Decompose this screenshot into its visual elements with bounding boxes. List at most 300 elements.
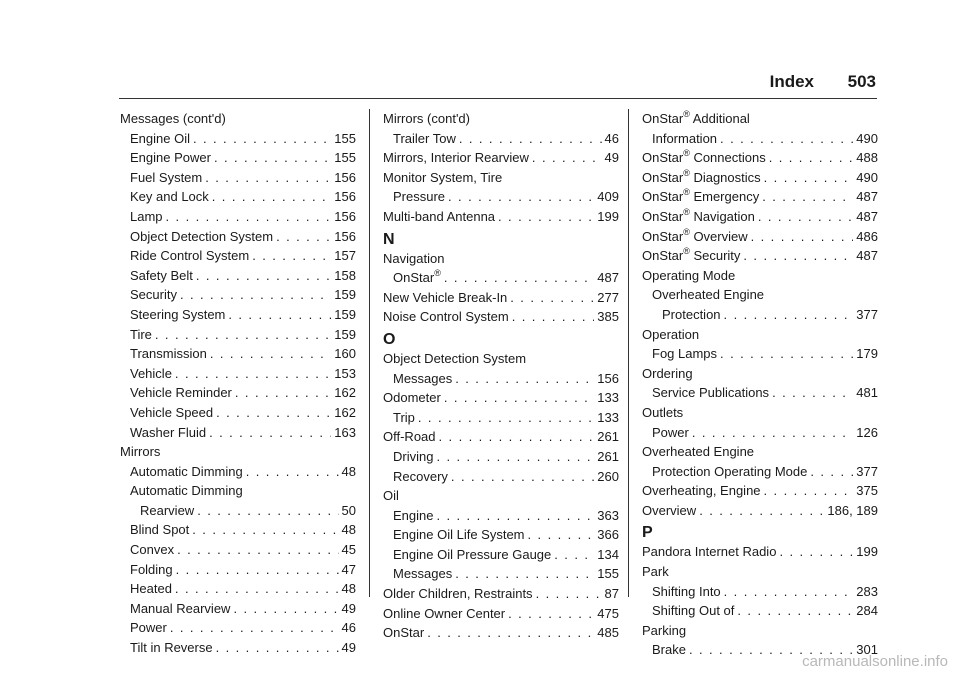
entry-page: 377 [856, 306, 878, 322]
entry-text: Navigation [383, 250, 445, 266]
entry-label [393, 369, 452, 389]
entry-page: 487 [856, 248, 878, 264]
entry-text: Safety Belt [130, 267, 193, 283]
entry-page: 157 [334, 248, 356, 264]
entry-label [130, 344, 207, 364]
entry-text: Power [652, 424, 689, 440]
dot-leader [216, 403, 331, 423]
dot-leader [455, 369, 594, 389]
entry-page: 199 [597, 208, 619, 224]
index-entry [383, 623, 619, 643]
section-letter: P [642, 524, 653, 542]
entry-page: 155 [334, 150, 356, 166]
entry-page: 277 [597, 289, 619, 305]
index-entry [642, 462, 878, 482]
dot-leader [228, 305, 331, 325]
dot-leader [170, 618, 339, 638]
index-entry [120, 285, 356, 305]
entry-page: 155 [597, 566, 619, 582]
index-entry [383, 388, 619, 408]
registered-mark: ® [683, 246, 690, 257]
entry-text: Security [130, 287, 177, 303]
index-entry [120, 383, 356, 403]
entry-page: 45 [341, 542, 356, 558]
entry-text: Engine Oil Pressure Gauge [393, 546, 552, 562]
entry-text: Noise Control System [383, 309, 509, 325]
entry-page: 134 [597, 546, 619, 562]
entry-label [642, 325, 699, 345]
entry-page: 366 [597, 527, 619, 543]
entry-label [652, 640, 686, 660]
entry-text: Recovery [393, 468, 448, 484]
page-header [0, 72, 876, 96]
dot-leader [205, 168, 331, 188]
entry-page: 487 [856, 208, 878, 224]
index-entry [120, 442, 356, 462]
registered-mark: ® [683, 167, 690, 178]
index-entry [642, 207, 878, 227]
entry-page: 186, 189 [827, 502, 878, 518]
index-entry [120, 129, 356, 149]
dot-leader [418, 408, 594, 428]
index-entry [383, 427, 619, 447]
index-entry [383, 168, 619, 188]
dot-leader [762, 187, 853, 207]
entry-text: Pressure [393, 189, 446, 205]
index-entry [642, 325, 878, 345]
entry-page: 475 [597, 605, 619, 621]
dot-leader [724, 582, 854, 602]
index-entry [120, 599, 356, 619]
entry-label [652, 285, 764, 305]
entry-text: Object Detection System [130, 228, 274, 244]
entry-page: 261 [597, 448, 619, 464]
index-entry [383, 109, 619, 129]
dot-leader [451, 467, 594, 487]
index-entry [383, 349, 619, 369]
index-entry [120, 168, 356, 188]
entry-text-suffix: Additional [689, 111, 750, 126]
entry-label [130, 207, 163, 227]
index-entry [120, 501, 356, 521]
entry-label [130, 599, 230, 619]
entry-label [642, 187, 759, 207]
entry-label [383, 623, 424, 643]
entry-label [130, 403, 213, 423]
entry-text: Protection Operating Mode [652, 463, 808, 479]
entry-text: Ordering [642, 365, 693, 381]
entry-label [130, 383, 232, 403]
dot-leader [177, 540, 338, 560]
entry-text: Older Children, Restraints [383, 586, 533, 602]
entry-text: Messages (cont'd) [120, 111, 226, 126]
dot-leader [196, 266, 331, 286]
entry-label [130, 638, 213, 658]
page-number: 503 [847, 72, 876, 91]
entry-label [383, 584, 533, 604]
entry-label [652, 129, 717, 149]
entry-text: Monitor System, Tire [383, 169, 503, 185]
entry-text-suffix: Security [689, 248, 741, 264]
dot-leader [459, 129, 602, 149]
entry-text: Shifting Into [652, 583, 721, 599]
registered-mark: ® [683, 226, 690, 237]
index-entry [642, 227, 878, 247]
entry-text: OnStar [642, 248, 684, 264]
index-entry [120, 187, 356, 207]
index-column-3 [642, 109, 878, 660]
entry-text: Overview [642, 502, 697, 518]
index-entry [120, 364, 356, 384]
dot-leader [235, 383, 331, 403]
index-entry [120, 207, 356, 227]
dot-leader [176, 560, 339, 580]
entry-text: Off-Road [383, 429, 436, 445]
index-entry [383, 564, 619, 584]
watermark: carmanualsonline.info [802, 653, 948, 670]
entry-page: 46 [341, 620, 356, 636]
entry-page: 48 [341, 522, 356, 538]
dot-leader [209, 423, 331, 443]
entry-label [130, 618, 167, 638]
entry-text: New Vehicle Break-In [383, 289, 508, 305]
index-entry [383, 525, 619, 545]
entry-page: 156 [334, 228, 356, 244]
entry-label [393, 447, 433, 467]
entry-text: Pandora Internet Radio [642, 544, 777, 560]
entry-label [642, 109, 750, 129]
entry-text: Overheating, Engine [642, 483, 761, 499]
registered-mark: ® [683, 109, 690, 119]
index-entry [383, 447, 619, 467]
entry-text: Multi-band Antenna [383, 208, 496, 224]
entry-text: Tire [130, 326, 152, 342]
entry-page: 409 [597, 189, 619, 205]
entry-text: Tilt in Reverse [130, 640, 213, 656]
index-entry [642, 423, 878, 443]
index-entry [383, 207, 619, 227]
index-entry [642, 562, 878, 582]
entry-page: 375 [856, 483, 878, 499]
entry-label [383, 307, 509, 327]
entry-label [393, 129, 456, 149]
entry-label [393, 268, 441, 288]
dot-leader [699, 501, 824, 521]
dot-leader [233, 599, 338, 619]
index-entry [383, 506, 619, 526]
index-entry [120, 618, 356, 638]
entry-page: 49 [604, 150, 619, 166]
entry-text: Power [130, 620, 167, 636]
section-letter: N [383, 230, 395, 248]
entry-page: 87 [604, 586, 619, 602]
entry-text: Brake [652, 642, 686, 658]
entry-text: OnStar [642, 228, 684, 244]
entry-label [130, 227, 273, 247]
entry-text: Steering System [130, 306, 226, 322]
dot-leader [175, 579, 339, 599]
dot-leader [166, 207, 332, 227]
dot-leader [436, 447, 594, 467]
entry-text: Blind Spot [130, 522, 190, 538]
entry-label [393, 467, 448, 487]
index-entry [383, 129, 619, 149]
dot-leader [720, 129, 853, 149]
index-entry [383, 486, 619, 506]
index-entry [120, 579, 356, 599]
entry-label [130, 148, 211, 168]
index-column-1 [120, 109, 356, 658]
index-entry [642, 305, 878, 325]
entry-text: Operation [642, 326, 700, 342]
entry-text: Shifting Out of [652, 603, 735, 619]
index-entry [383, 288, 619, 308]
entry-label [120, 109, 226, 129]
index-entry [383, 467, 619, 487]
index-entry [120, 638, 356, 658]
entry-label [130, 579, 172, 599]
dot-leader [737, 601, 853, 621]
entry-label [130, 423, 206, 443]
dot-leader [769, 148, 854, 168]
entry-page: 133 [597, 390, 619, 406]
entry-label [130, 462, 243, 482]
entry-page: 159 [334, 287, 356, 303]
entry-text: Service Publications [652, 385, 770, 401]
entry-label [642, 621, 686, 641]
entry-text: Oil [383, 488, 399, 504]
entry-text: Engine [393, 507, 434, 523]
entry-label [383, 109, 470, 129]
entry-label [642, 403, 683, 423]
index-entry [642, 168, 878, 188]
entry-page: 179 [856, 346, 878, 362]
entry-text: Park [642, 564, 669, 580]
dot-leader [448, 187, 594, 207]
entry-label [130, 364, 172, 384]
entry-text: Transmission [130, 346, 207, 362]
index-entry [642, 383, 878, 403]
entry-text: Convex [130, 542, 175, 558]
entry-label [642, 227, 748, 247]
index-entry [120, 462, 356, 482]
registered-mark: ® [434, 268, 441, 279]
dot-leader [508, 604, 594, 624]
index-entry [642, 285, 878, 305]
index-entry [383, 187, 619, 207]
dot-leader [192, 520, 338, 540]
entry-page: 47 [341, 561, 356, 577]
index-entry [642, 246, 878, 266]
entry-page: 159 [334, 306, 356, 322]
entry-text: Ride Control System [130, 248, 250, 264]
dot-leader [764, 481, 854, 501]
entry-text: Mirrors, Interior Rearview [383, 150, 529, 166]
entry-page: 156 [334, 208, 356, 224]
entry-page: 385 [597, 309, 619, 325]
index-entry [642, 364, 878, 384]
entry-page: 49 [341, 640, 356, 656]
entry-label [642, 542, 776, 562]
entry-page: 133 [597, 409, 619, 425]
entry-page: 377 [856, 463, 878, 479]
dot-leader [444, 388, 594, 408]
entry-text: Manual Rearview [130, 600, 231, 616]
dot-leader [510, 288, 594, 308]
entry-text: Messages [393, 566, 453, 582]
entry-text: Engine Power [130, 150, 211, 166]
dot-leader [436, 506, 594, 526]
dot-leader [214, 148, 331, 168]
index-entry [642, 582, 878, 602]
index-entry [642, 266, 878, 286]
entry-label [130, 540, 174, 560]
index-entry [642, 403, 878, 423]
index-entry [120, 481, 356, 501]
entry-text: Fuel System [130, 169, 203, 185]
entry-label [642, 207, 755, 227]
entry-label [642, 168, 761, 188]
dot-leader [536, 584, 602, 604]
entry-page: 46 [604, 130, 619, 146]
dot-leader [758, 207, 853, 227]
entry-label [130, 168, 202, 188]
dot-leader [455, 564, 594, 584]
dot-leader [724, 305, 854, 325]
dot-leader [193, 129, 331, 149]
dot-leader [210, 344, 331, 364]
entry-page: 485 [597, 625, 619, 641]
entry-text: Engine Oil [130, 130, 190, 146]
index-entry [642, 129, 878, 149]
dot-leader [175, 364, 331, 384]
section-letter: O [383, 330, 396, 348]
entry-text: OnStar [383, 625, 425, 641]
entry-label [383, 168, 502, 188]
entry-label [393, 564, 452, 584]
entry-page: 481 [856, 385, 878, 401]
entry-label [383, 604, 505, 624]
index-entry [383, 249, 619, 269]
entry-text: OnStar [642, 169, 684, 185]
index-entry [120, 227, 356, 247]
index-entry [642, 542, 878, 562]
entry-label [140, 501, 194, 521]
entry-label [383, 349, 526, 369]
entry-page: 363 [597, 507, 619, 523]
index-entry [120, 520, 356, 540]
entry-label [130, 187, 209, 207]
entry-text: Overheated Engine [652, 287, 765, 303]
entry-text: Rearview [140, 502, 195, 518]
dot-leader [772, 383, 853, 403]
index-entry [642, 501, 878, 521]
dot-leader [720, 344, 853, 364]
entry-text: Folding [130, 561, 173, 577]
entry-page: 284 [856, 603, 878, 619]
index-entry [383, 545, 619, 565]
index-entry [120, 423, 356, 443]
entry-page: 283 [856, 583, 878, 599]
dot-leader [216, 638, 339, 658]
entry-page: 490 [856, 169, 878, 185]
index-entry [383, 369, 619, 389]
entry-text: Operating Mode [642, 267, 736, 283]
dot-leader [554, 545, 594, 565]
dot-leader [779, 542, 853, 562]
entry-text: Mirrors (cont'd) [383, 111, 470, 126]
index-entry [642, 148, 878, 168]
entry-text: Overheated Engine [642, 444, 755, 460]
entry-text: OnStar [642, 150, 684, 166]
entry-text-suffix: Emergency [689, 189, 760, 205]
index-entry [642, 442, 878, 462]
entry-label [652, 462, 807, 482]
entry-text: Driving [393, 448, 434, 464]
entry-label [130, 520, 189, 540]
entry-label [393, 506, 433, 526]
header-rule [119, 98, 877, 99]
dot-leader [276, 227, 331, 247]
entry-page: 261 [597, 429, 619, 445]
entry-page: 487 [597, 270, 619, 286]
index-entry [642, 187, 878, 207]
index-entry [120, 325, 356, 345]
entry-label [652, 423, 689, 443]
entry-label [383, 486, 399, 506]
entry-text: Lamp [130, 208, 163, 224]
entry-label [642, 442, 754, 462]
entry-label [652, 344, 717, 364]
entry-label [652, 601, 734, 621]
entry-text: Vehicle Speed [130, 404, 214, 420]
entry-page: 158 [334, 267, 356, 283]
entry-page: 156 [334, 189, 356, 205]
dot-leader [439, 427, 595, 447]
entry-label [652, 383, 769, 403]
entry-text: OnStar [642, 208, 684, 224]
registered-mark: ® [683, 206, 690, 217]
entry-text: Vehicle Reminder [130, 385, 232, 401]
entry-label [383, 388, 441, 408]
entry-text: Trip [393, 409, 415, 425]
dot-leader [252, 246, 331, 266]
entry-label [642, 562, 669, 582]
dot-leader [512, 307, 595, 327]
dot-leader [444, 268, 594, 288]
entry-text: OnStar [642, 189, 684, 205]
entry-label [130, 285, 177, 305]
index-entry [120, 403, 356, 423]
index-entry [383, 307, 619, 327]
entry-page: 48 [341, 581, 356, 597]
entry-label [130, 129, 190, 149]
entry-text: Automatic Dimming [130, 463, 243, 479]
index-entry [120, 246, 356, 266]
entry-page: 301 [856, 642, 878, 658]
entry-label [642, 148, 766, 168]
registered-mark: ® [683, 148, 690, 159]
entry-text: Odometer [383, 390, 441, 406]
entry-text: Mirrors [120, 444, 161, 460]
entry-page: 156 [334, 169, 356, 185]
entry-text: Object Detection System [383, 350, 527, 366]
entry-page: 486 [856, 228, 878, 244]
entry-page: 50 [341, 502, 356, 518]
entry-text-suffix: Connections [689, 150, 766, 166]
entry-text: OnStar [393, 270, 435, 286]
entry-page: 160 [334, 346, 356, 362]
